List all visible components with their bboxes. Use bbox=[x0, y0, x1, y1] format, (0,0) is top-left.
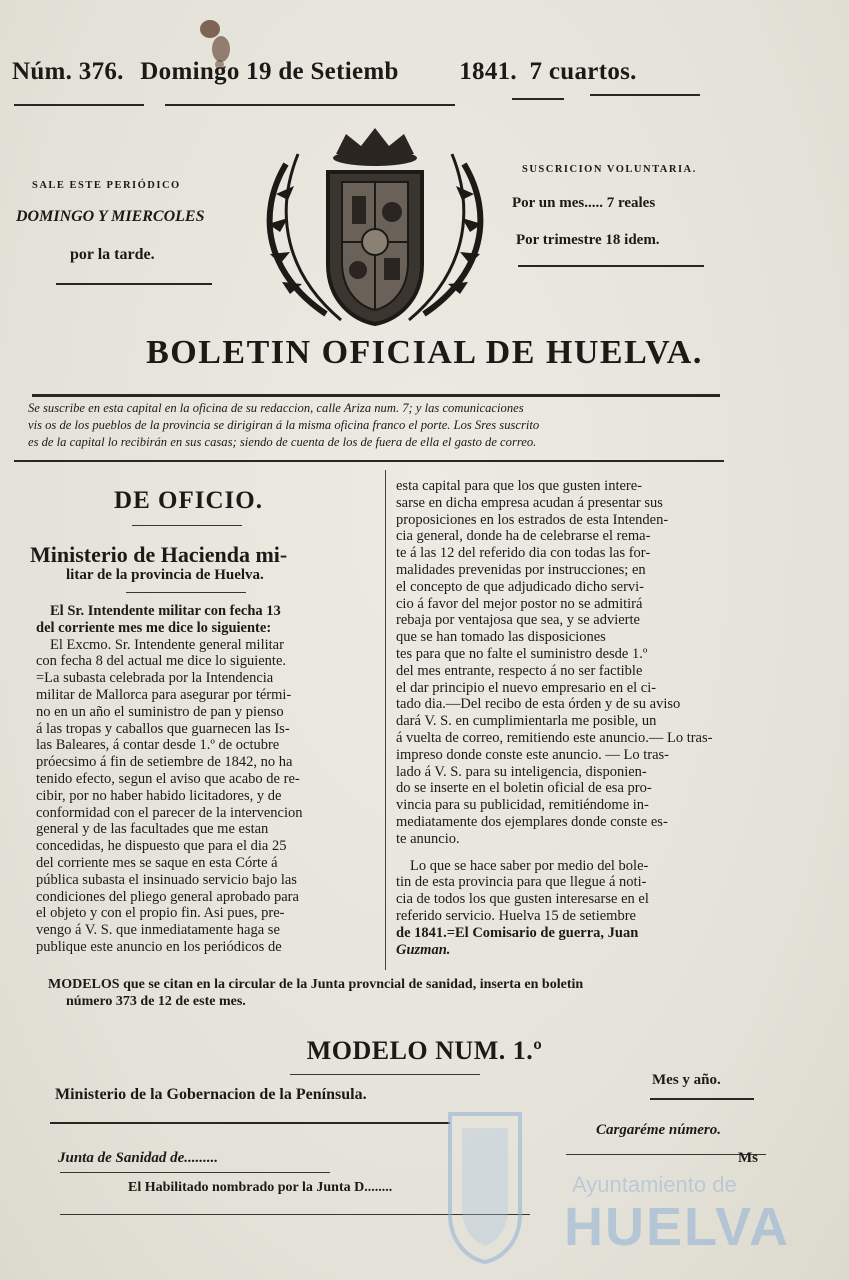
signature: Guzman. bbox=[396, 941, 451, 958]
masthead-rule bbox=[512, 98, 564, 100]
body-line: proposiciones en los estrados de esta Intenden- bbox=[396, 511, 669, 528]
section-heading: DE OFICIO. bbox=[114, 487, 263, 514]
body-line: próecsimo á fin de setiembre de 1842, no ha bbox=[36, 754, 293, 771]
masthead-rule bbox=[590, 94, 700, 96]
body-line: militar de Mallorca para asegurar por térmi- bbox=[36, 686, 292, 703]
subscription-quarterly: Por trimestre 18 idem. bbox=[516, 232, 660, 248]
schedule-time: por la tarde. bbox=[70, 246, 155, 263]
body-line: á las tropas y caballos que guarnecen las Is- bbox=[36, 720, 290, 737]
body-line: te anuncio. bbox=[396, 830, 460, 847]
masthead-rule bbox=[165, 104, 455, 106]
masthead bbox=[12, 58, 732, 86]
form-habilitado: El Habilitado nombrado por la Junta D........ bbox=[128, 1180, 393, 1195]
body-line: esta capital para que los que gusten intere- bbox=[396, 478, 642, 494]
info-rule bbox=[14, 460, 724, 462]
body-line: no en un año el suministro de pan y pienso bbox=[36, 703, 284, 720]
body-line: cio á favor del mejor postor no se admitirá bbox=[396, 595, 643, 612]
subscription-line: es de la capital lo recibirán en sus casas; siendo de cuenta de los de fuera de ella el gasto de correo. bbox=[28, 435, 537, 449]
right-column bbox=[396, 478, 761, 958]
body-line: =La subasta celebrada por la Intendencia bbox=[36, 670, 274, 687]
body-line: impreso donde conste este anuncio. — Lo tras- bbox=[396, 746, 670, 763]
form-rule bbox=[60, 1172, 330, 1173]
body-line: el objeto y con el propio fin. Asi pues, pre- bbox=[36, 905, 285, 922]
body-line: tado dia.—Del recibo de esta órden y de su aviso bbox=[396, 696, 681, 713]
schedule-heading: SALE ESTE PERIÓDICO bbox=[32, 180, 181, 191]
watermark-crest-icon bbox=[440, 1104, 530, 1264]
body-line: sarse en dicha empresa acudan á presentar sus bbox=[396, 494, 663, 511]
body-line: do se inserte en el boletin oficial de esa pro- bbox=[396, 780, 652, 797]
form-ms: Ms bbox=[738, 1150, 758, 1166]
form-junta: Junta de Sanidad de......... bbox=[58, 1150, 219, 1166]
body-line: lado á V. S. para su inteligencia, disponien- bbox=[396, 763, 647, 780]
form-cargareme: Cargaréme número. bbox=[596, 1122, 722, 1138]
section-rule bbox=[132, 525, 242, 526]
schedule-days: DOMINGO Y MIERCOLES bbox=[16, 208, 205, 225]
body-line: El Excmo. Sr. Intendente general militar bbox=[50, 636, 284, 653]
body-line: con fecha 8 del actual me dice lo siguiente. bbox=[36, 653, 287, 670]
form-mes-ano: Mes y año. bbox=[652, 1072, 721, 1088]
ink-stain bbox=[200, 20, 220, 38]
body-line: general y de las facultades que me estan bbox=[36, 821, 269, 838]
modelos-line: MODELOS que se citan en la circular de la Junta provncial de sanidad, inserta en boletin bbox=[48, 977, 584, 992]
subscription-line: vis os de los pueblos de la provincia se dirigiran á la misma oficina franco el porte. Los Sres suscrito bbox=[28, 418, 540, 432]
body-line: del corriente mes se saque en esta Córte á bbox=[36, 854, 278, 871]
body-line: cia general, donde ha de celebrarse el rema- bbox=[396, 528, 651, 545]
column-divider bbox=[385, 470, 386, 970]
body-line: las Baleares, á contar desde 1.º de octubre bbox=[36, 737, 280, 754]
ministry-rule bbox=[126, 592, 246, 593]
body-line: publique este anuncio en los periódicos de bbox=[36, 938, 282, 955]
body-line: tes para que no falte el suministro desde 1.º bbox=[396, 645, 648, 662]
body-line: el concepto de que adjudicado dicho servi- bbox=[396, 578, 645, 595]
body-line: vengo á V. S. que inmediatamente haga se bbox=[36, 922, 280, 939]
title-rule bbox=[32, 394, 720, 397]
modelos-note bbox=[48, 976, 808, 1010]
closing-paragraph bbox=[396, 858, 761, 959]
block-rule bbox=[56, 283, 212, 285]
ministry-title: Ministerio de Hacienda mi- bbox=[30, 542, 288, 567]
watermark-line1: Ayuntamiento de bbox=[572, 1172, 737, 1197]
subscription-heading: SUSCRICION VOLUNTARIA. bbox=[522, 164, 697, 175]
masthead-rule bbox=[14, 104, 144, 106]
issue-date: Domingo 19 de Setiemb bbox=[140, 58, 399, 85]
subscription-line: Se suscribe en esta capital en la oficina de su redaccion, calle Ariza num. 7; y las comunicaciones bbox=[28, 401, 524, 415]
body-line: dará V. S. en cumplimientarla me posible, un bbox=[396, 713, 657, 730]
body-line: tenido efecto, segun el aviso que acabo de re- bbox=[36, 770, 300, 787]
body-line: de 1841.=El Comisario de guerra, Juan bbox=[396, 924, 639, 941]
body-line: el dar principio el nuevo empresario en el ci- bbox=[396, 679, 657, 696]
body-line: te á las 12 del referido dia con todas las for- bbox=[396, 545, 651, 562]
left-column bbox=[30, 475, 381, 956]
body-line: cibir, por no haber habido licitadores, y de bbox=[36, 787, 282, 804]
body-line: vincia para su publicidad, remitiéndome in- bbox=[396, 797, 649, 814]
subscription-monthly: Por un mes..... 7 reales bbox=[512, 195, 656, 211]
watermark-line2: HUELVA bbox=[564, 1197, 790, 1257]
body-line: cia de todos los que gusten interesarse en el bbox=[396, 891, 649, 908]
body-line: á vuelta de correo, remitiendo este anuncio.— Lo tras- bbox=[396, 729, 713, 746]
form-rule bbox=[50, 1122, 450, 1124]
body-line: del mes entrante, respecto á no ser factible bbox=[396, 662, 643, 679]
issue-price: 7 cuartos. bbox=[529, 58, 637, 85]
body-line: pública subasta el insinuado servicio bajo las bbox=[36, 871, 297, 888]
body-line: Lo que se hace saber por medio del bole- bbox=[410, 857, 649, 874]
body-line: que se han tomado las disposiciones bbox=[396, 629, 606, 646]
body-line: concedidas, he dispuesto que para el dia 25 bbox=[36, 838, 287, 855]
modelo-heading: MODELO NUM. 1.º bbox=[306, 1036, 543, 1065]
newspaper-title: BOLETIN OFICIAL DE HUELVA. bbox=[146, 334, 703, 371]
left-column-body bbox=[36, 603, 381, 956]
body-line: tin de esta provincia para que llegue á noti- bbox=[396, 874, 647, 891]
issue-number: Núm. 376. bbox=[12, 58, 124, 85]
form-ministerio: Ministerio de la Gobernacion de la Península. bbox=[55, 1086, 367, 1103]
subscription-info bbox=[28, 400, 828, 451]
watermark bbox=[440, 1100, 810, 1270]
body-line: malidades prevenidas por instrucciones; en bbox=[396, 561, 646, 578]
body-line: mediatamente dos ejemplares donde conste es- bbox=[396, 813, 668, 830]
issue-year: 1841. bbox=[459, 58, 517, 85]
ministry-subtitle: litar de la provincia de Huelva. bbox=[66, 567, 264, 583]
coat-of-arms-icon bbox=[246, 124, 504, 330]
modelo-rule bbox=[290, 1074, 480, 1075]
body-line: El Sr. Intendente militar con fecha 13 bbox=[50, 603, 281, 619]
body-line: referido servicio. Huelva 15 de setiembre bbox=[396, 907, 636, 924]
body-line: condiciones del pliego general aprobado para bbox=[36, 888, 299, 905]
body-line: conformidad con el parecer de la intervencion bbox=[36, 804, 303, 821]
body-line: rebaja por ventajosa que sea, y se advierte bbox=[396, 612, 640, 629]
body-line: del corriente mes me dice lo siguiente: bbox=[36, 619, 272, 636]
modelos-line: número 373 de 12 de este mes. bbox=[66, 994, 246, 1009]
block-rule bbox=[518, 265, 704, 267]
